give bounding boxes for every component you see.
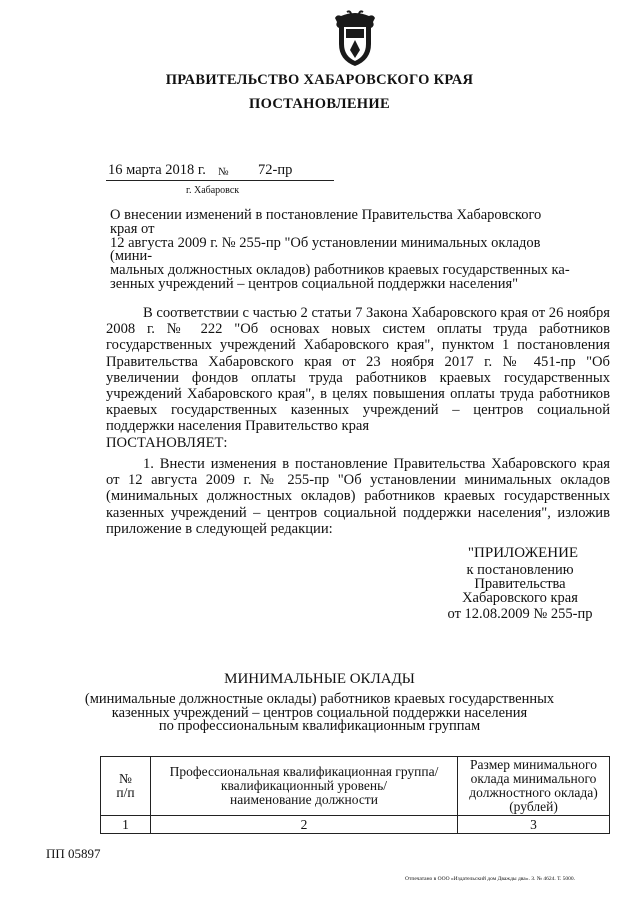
numbering-cell: 1 [101, 816, 151, 834]
printer-note: Отпечатано в ООО «Издательский дом Дважды два». З. № 4624. Т. 5000. [405, 876, 576, 882]
number-sign: № [218, 166, 229, 178]
appendix-block [420, 546, 620, 621]
numbering-cell: 3 [458, 816, 610, 834]
header-cell-line: Размер минимального [470, 757, 597, 772]
header-cell-line: № [119, 771, 132, 786]
header-cell-line: п/п [116, 785, 135, 800]
document-number: 72-пр [258, 162, 293, 178]
numbering-cell: 2 [151, 816, 458, 834]
item-one-paragraph [106, 456, 610, 537]
preamble-text: В соответствии с частью 2 статьи 7 Закона Хабаровского края от 26 ноября 2008 г. № 222 "Об основах новых систем оплаты труда работников государственных учреждений Хабаровского края", пунктом 1 постановления Правительства Хабаровского края от 23 ноября 2017 г. № 451-пр "Об увеличении фондов оплаты труда работников краевых государственных учреждений Хабаровского края", в целях повышения оплаты труда работников краевых государственных казенных учреждений – центров социальной поддержки населения Правительство края [106, 305, 610, 435]
header-cell-line: наименование должности [230, 792, 378, 807]
subtitle-line: (минимальные должностные оклады) работников краевых государственных [84, 691, 555, 707]
header-cell-line: Профессиональная квалификационная группа/ [169, 764, 439, 779]
date-number-underline [106, 180, 334, 181]
header-cell-line: (рублей) [509, 799, 558, 814]
appendix-line: к постановлению [466, 562, 574, 578]
title-line: мальных должностных окладов) работников краевых государственных ка- [110, 262, 570, 279]
title-line: 12 августа 2009 г. № 255-пр "Об установлении минимальных окладов (мини- [110, 234, 541, 265]
subtitle-line: по профессиональным квалификационным группам [158, 718, 481, 735]
document-date: 16 марта 2018 г. [108, 162, 206, 178]
header-cell-line: должностного оклада) [469, 785, 598, 800]
appendix-line: Хабаровского края [462, 590, 578, 606]
subtitle-line: казенных учреждений – центров социальной поддержки населения [111, 704, 528, 721]
table-header-row [101, 757, 610, 816]
document-type-heading: ПОСТАНОВЛЕНИЕ [249, 96, 390, 112]
section-subtitle [60, 693, 579, 734]
header-cell-line: оклада минимального [470, 771, 597, 786]
header-cell-line: квалификационный уровень/ [220, 778, 388, 793]
document-title [110, 209, 570, 292]
appendix-line: от 12.08.2009 № 255-пр [447, 606, 593, 622]
title-line: О внесении изменений в постановление Правительства Хабаровского края от [110, 207, 542, 237]
coat-of-arms-emblem [333, 10, 377, 68]
item-one-text: 1. Внести изменения в постановление Правительства Хабаровского края от 12 августа 2009 г. № 255-пр "Об установлении минимальных окладов (минимальных должностных окладов) работников краевых государственных казенных учреждений – центров социальной поддержки населения", изложив приложение в следующей редакции: [106, 456, 610, 537]
title-line: зенных учреждений – центров социальной поддержки населения" [110, 275, 519, 292]
decree-word: ПОСТАНОВЛЯЕТ: [106, 435, 228, 451]
preamble-paragraph [106, 305, 610, 435]
section-title: МИНИМАЛЬНЫЕ ОКЛАДЫ [224, 671, 415, 687]
salary-table [100, 756, 610, 834]
government-heading: ПРАВИТЕЛЬСТВО ХАБАРОВСКОГО КРАЯ [165, 72, 474, 88]
table-numbering-row [101, 816, 610, 834]
appendix-line: Правительства [474, 576, 566, 592]
document-code: ПП 05897 [46, 846, 101, 861]
header-cell-salary [458, 757, 610, 816]
city-label: г. Хабаровск [186, 185, 240, 196]
appendix-label: "ПРИЛОЖЕНИЕ [467, 545, 579, 561]
header-cell-group [151, 757, 458, 816]
header-cell-number [101, 757, 151, 816]
